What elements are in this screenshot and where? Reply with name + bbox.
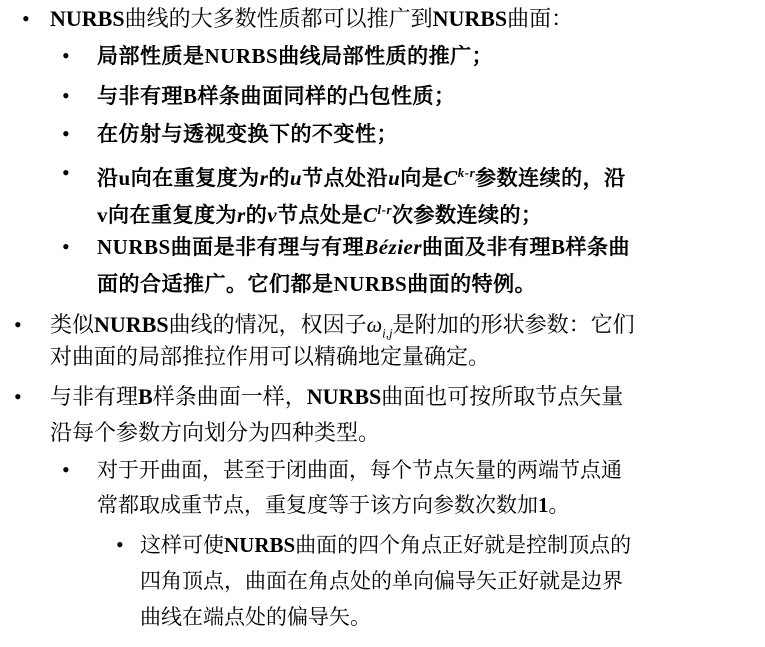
text-segment: 。: [548, 493, 570, 517]
text-segment: NURBS: [50, 6, 125, 31]
text-segment: 的: [245, 202, 268, 227]
text-segment: 参数连续的，沿: [475, 165, 626, 190]
text-segment: v: [267, 203, 278, 227]
text-segment: 常都取成重节点，重复度等于该方向参数次数加: [97, 493, 538, 517]
text-segment: 类似: [50, 313, 95, 338]
text-segment: B: [138, 384, 153, 409]
text-segment: r: [237, 203, 246, 227]
text-segment: 曲面也可按所取节点矢量: [381, 385, 624, 410]
bullet-text-line: [97, 488, 570, 522]
bullet-text-line: [140, 528, 631, 562]
text-segment: NURBS: [204, 44, 279, 68]
text-segment: ω: [366, 312, 383, 337]
text-segment: 对于开曲面，甚至于闭曲面，每个节点矢量的两端节点通: [97, 458, 622, 482]
text-segment: NURBS: [224, 533, 296, 557]
text-segment: 这样可使: [140, 533, 224, 557]
text-segment: 曲面：: [507, 7, 574, 32]
text-segment: i,j: [382, 325, 393, 341]
text-segment: NURBS: [432, 6, 508, 31]
text-segment: u: [289, 166, 303, 190]
bullet-text-line: [97, 267, 536, 301]
text-segment: 面的合适推广。它们都是: [97, 271, 334, 296]
text-segment: 节点处沿: [302, 165, 389, 190]
bullet-marker: •: [62, 43, 70, 68]
bullet-text-line: [97, 117, 398, 151]
text-segment: v: [97, 203, 108, 227]
text-segment: l-r: [377, 202, 393, 217]
bullet-marker: •: [14, 384, 22, 409]
text-segment: NURBS: [94, 312, 169, 337]
text-segment: 是附加的形状参数：它们: [392, 313, 635, 338]
text-segment: B: [551, 235, 566, 259]
text-segment: 向是: [400, 165, 444, 190]
bullet-text-line: [97, 193, 543, 232]
text-segment: 与非有理: [97, 83, 183, 108]
bullet-text-line: [50, 341, 490, 375]
text-segment: C: [443, 166, 458, 190]
text-segment: 曲面的特例。: [407, 271, 537, 296]
text-segment: 向在重复度为: [108, 202, 237, 227]
bullet-marker: •: [62, 83, 70, 108]
bullet-marker: •: [116, 532, 124, 557]
text-segment: 1: [538, 493, 549, 517]
text-segment: 曲面的四个角点正好就是控制顶点的: [295, 533, 632, 557]
text-segment: NURBS: [97, 235, 171, 259]
bullet-text-line: [50, 417, 380, 451]
bullet-text-line: [97, 39, 493, 73]
bullet-marker: •: [14, 312, 22, 337]
bullet-text-line: [50, 380, 623, 415]
text-segment: 次参数连续的；: [392, 202, 543, 227]
text-segment: NURBS: [306, 384, 382, 409]
text-segment: r: [259, 166, 269, 190]
text-segment: 曲线的情况，权因子: [168, 313, 367, 338]
text-segment: 对曲面的局部推拉作用可以精确地定量确定。: [50, 345, 491, 370]
text-segment: B: [183, 84, 198, 108]
text-segment: C: [363, 203, 378, 227]
text-segment: 曲线的大多数性质都可以推广到: [124, 7, 433, 32]
text-segment: k-r: [457, 165, 476, 180]
bullet-text-line: [97, 230, 630, 264]
text-segment: 样条曲: [565, 234, 631, 259]
bullet-text-line: [97, 453, 622, 487]
text-segment: 局部性质是: [97, 43, 205, 68]
text-segment: 向在重复度为: [130, 165, 260, 190]
text-segment: u: [118, 166, 131, 190]
text-segment: Bézier: [364, 235, 423, 259]
bullet-marker: •: [62, 121, 70, 146]
text-segment: 曲面及非有理: [422, 234, 552, 259]
text-segment: 曲面是非有理与有理: [170, 234, 365, 259]
text-segment: 曲线在端点处的偏导矢。: [140, 605, 371, 629]
text-segment: 与非有理: [50, 385, 139, 410]
bullet-marker: •: [62, 457, 70, 482]
text-segment: 沿: [97, 165, 119, 190]
text-segment: 曲线局部性质的推广；: [278, 43, 494, 68]
text-segment: 样条曲面一样，: [152, 385, 307, 410]
text-segment: 节点处是: [277, 202, 364, 227]
bullet-marker: •: [22, 6, 30, 31]
bullet-text-line: [97, 79, 456, 113]
text-segment: u: [388, 166, 401, 190]
text-segment: 样条曲面同样的凸包性质；: [197, 83, 456, 108]
text-segment: 沿每个参数方向划分为四种类型。: [50, 421, 381, 446]
text-segment: 的: [268, 165, 290, 190]
bullet-text-line: [97, 156, 626, 195]
bullet-marker: •: [62, 160, 70, 185]
bullet-marker: •: [62, 234, 70, 259]
text-segment: NURBS: [333, 272, 408, 296]
bullet-text-line: [140, 600, 371, 634]
bullet-text-line: [140, 564, 623, 598]
bullet-text-line: [50, 2, 573, 37]
text-segment: 四角顶点，曲面在角点处的单向偏导矢正好就是边界: [140, 569, 623, 593]
text-segment: 在仿射与透视变换下的不变性；: [97, 121, 398, 146]
